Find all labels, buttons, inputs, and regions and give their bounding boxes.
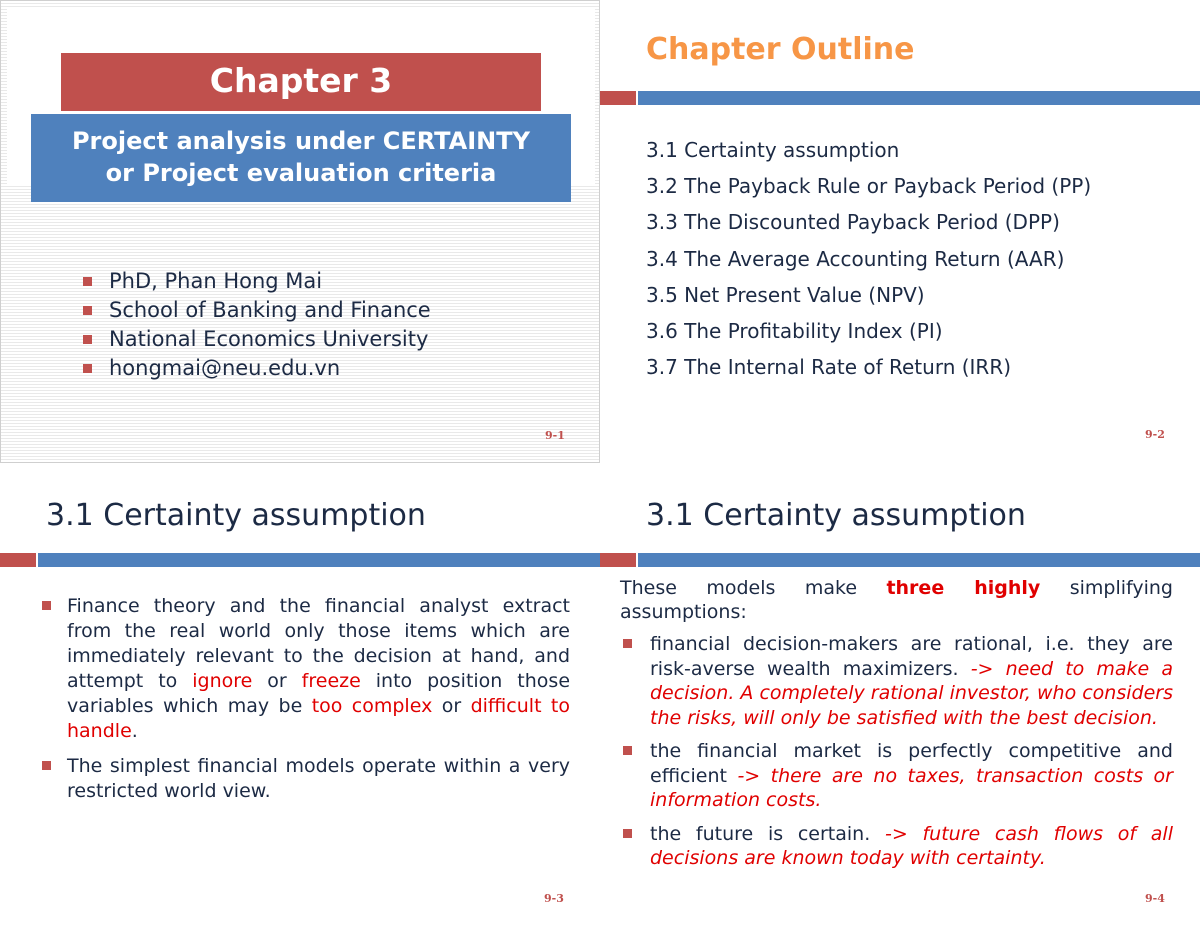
square-bullet-icon <box>83 306 92 315</box>
square-bullet-icon <box>83 277 92 286</box>
title-line-1: Project analysis under CERTAINTY <box>71 127 531 155</box>
text-segment: or <box>252 670 302 692</box>
square-bullet-icon <box>42 601 51 610</box>
assumption-note: -> need to make a decision. A completely rational investor, who considers the risks, will only be satisfied with the best decision. <box>650 657 1173 729</box>
school-name: School of Banking and Finance <box>109 298 431 322</box>
chapter-heading: Chapter 3 <box>61 53 541 111</box>
author-info-list <box>81 267 431 383</box>
slide-4 <box>600 464 1200 927</box>
emphasis-difficult: difficult to handle <box>67 695 571 742</box>
slide-number: 9-4 <box>1145 892 1165 905</box>
list-item <box>620 822 1173 871</box>
list-item <box>40 594 570 744</box>
list-item <box>620 632 1173 730</box>
outline-item: 3.6 The Profitability Index (PI) <box>646 319 943 344</box>
author-name: PhD, Phan Hong Mai <box>109 269 323 293</box>
square-bullet-icon <box>623 829 632 838</box>
text-segment: . <box>131 720 138 742</box>
text-segment: simplifying assumptions: <box>620 577 1173 623</box>
text-segment: or <box>432 695 471 717</box>
list-item <box>40 754 570 804</box>
square-bullet-icon <box>83 364 92 373</box>
outline-item: 3.3 The Discounted Payback Period (DPP) <box>646 210 1060 235</box>
divider-bar-blue <box>638 91 1200 105</box>
list-item <box>81 354 431 383</box>
title-line-2: or Project evaluation criteria <box>105 159 497 187</box>
divider-bar-red <box>600 91 636 105</box>
list-item <box>81 267 431 296</box>
text-segment: into position those variables which may be <box>67 670 571 717</box>
outline-item: 3.4 The Average Accounting Return (AAR) <box>646 246 1065 271</box>
square-bullet-icon <box>623 746 632 755</box>
slide-number: 9-1 <box>545 429 565 442</box>
text-segment: The simplest financial models operate within a very restricted world view. <box>67 755 570 802</box>
list-item <box>620 739 1173 813</box>
list-item <box>81 296 431 325</box>
emphasis-freeze: freeze <box>301 670 361 692</box>
divider-bar-red <box>600 553 636 567</box>
assumption-note: -> there are no taxes, transaction costs or information costs. <box>650 764 1173 811</box>
slide-title: 3.1 Certainty assumption <box>46 498 426 533</box>
slide-2 <box>600 0 1200 463</box>
intro-paragraph <box>620 576 1173 624</box>
divider-bar-blue <box>38 553 600 567</box>
slide-1 <box>0 0 600 463</box>
list-item <box>81 325 431 354</box>
assumption-note: -> future cash flows of all decisions are known today with certainty. <box>650 822 1173 869</box>
outline-item: 3.2 The Payback Rule or Payback Period (PP) <box>646 174 1092 199</box>
presentation-title <box>31 114 571 202</box>
square-bullet-icon <box>42 761 51 770</box>
email-address: hongmai@neu.edu.vn <box>109 356 341 380</box>
emphasis-too-complex: too complex <box>311 695 433 717</box>
slide-title: Chapter Outline <box>646 32 915 67</box>
assumption-text: financial decision-makers are rational, i.e. they are risk-averse wealth maximizers. <box>650 633 1173 680</box>
outline-item: 3.7 The Internal Rate of Return (IRR) <box>646 355 1012 380</box>
square-bullet-icon <box>83 335 92 344</box>
bullet-list <box>40 594 570 814</box>
emphasis-ignore: ignore <box>192 670 253 692</box>
slide-title: 3.1 Certainty assumption <box>646 498 1026 533</box>
slide-number: 9-3 <box>544 892 564 905</box>
outline-item: 3.1 Certainty assumption <box>646 138 900 162</box>
slide-3 <box>0 464 600 927</box>
emphasis-three-highly: three highly <box>886 577 1041 599</box>
square-bullet-icon <box>623 639 632 648</box>
outline-list <box>646 132 1091 385</box>
text-segment: Finance theory and the financial analyst extract from the real world only those items which are immediately relevant to the decision at hand, and attempt to <box>67 595 570 692</box>
divider-bar-red <box>0 553 36 567</box>
outline-item: 3.5 Net Present Value (NPV) <box>646 282 925 307</box>
assumption-list <box>620 632 1173 880</box>
assumption-text: the future is certain. <box>650 822 885 845</box>
slide-number: 9-2 <box>1145 428 1165 441</box>
divider-bar-blue <box>638 553 1200 567</box>
text-segment: These models make <box>620 577 887 599</box>
university-name: National Economics University <box>109 327 429 351</box>
assumption-text: the financial market is perfectly competitive and efficient <box>650 740 1173 787</box>
